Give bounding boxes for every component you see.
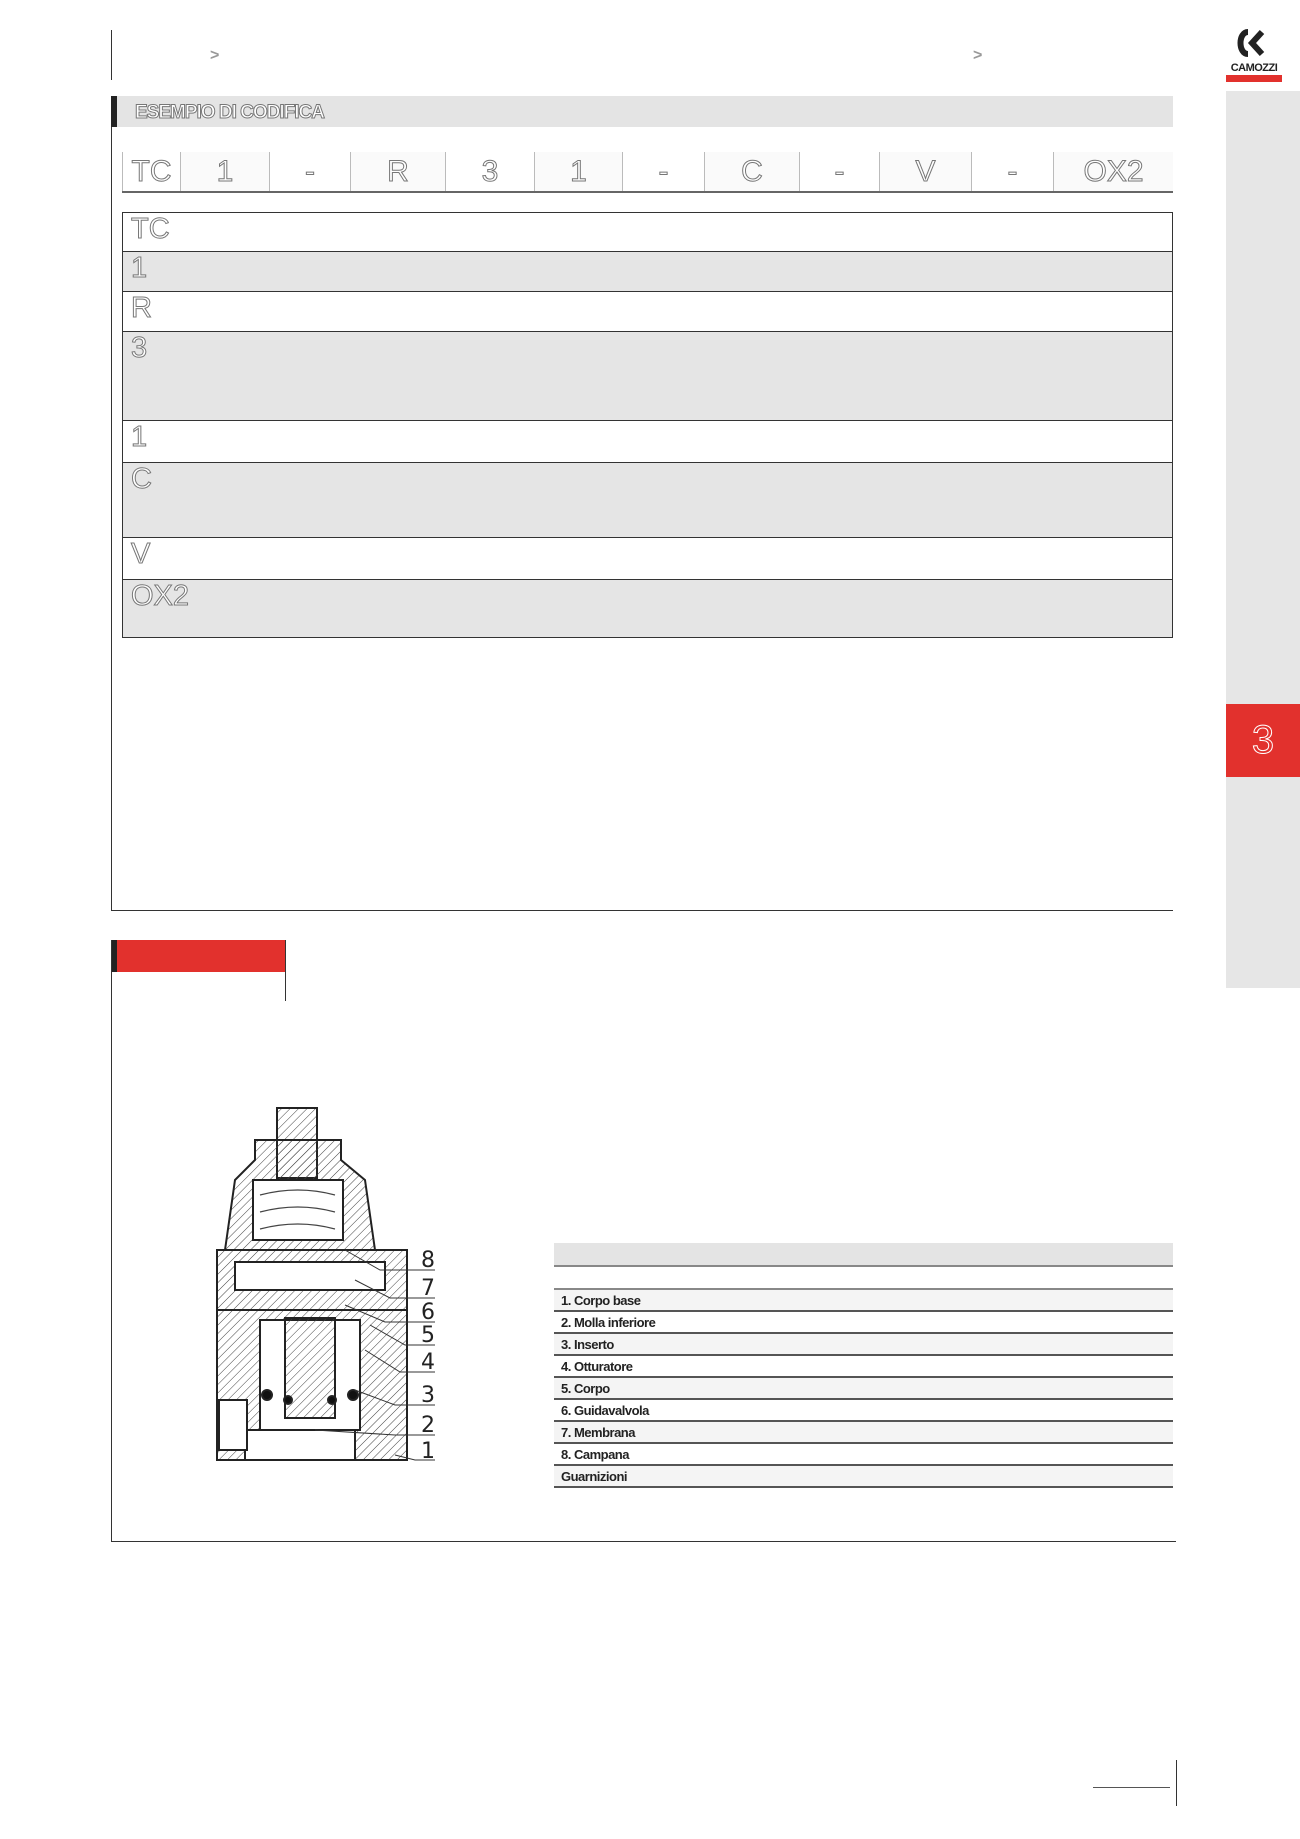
part-label: 5 [421,1323,435,1348]
code-segment: - [799,152,879,191]
coding-row: 1 [123,252,1172,292]
code-segment: TC [122,152,180,191]
breadcrumb-separator: > [210,47,220,64]
parts-table-subheader [554,1267,1173,1290]
coding-table [122,212,1173,638]
section-border [111,940,112,1541]
code-segment: OX2 [1053,152,1173,191]
coding-row: 3 [123,332,1172,421]
code-segment: 1 [534,152,622,191]
coding-row: V [123,538,1172,580]
code-segment: - [269,152,350,191]
parts-row: 4. Otturatore [554,1356,1173,1378]
parts-row: 5. Corpo [554,1378,1173,1400]
chapter-tab-3[interactable]: 3 [1226,704,1300,777]
parts-row: 1. Corpo base [554,1290,1173,1312]
code-segment: - [622,152,704,191]
parts-table-header [554,1243,1173,1267]
coding-row: 1 [123,421,1172,463]
breadcrumb-separator: > [973,47,983,64]
parts-row: 6. Guidavalvola [554,1400,1173,1422]
parts-row: 7. Membrana [554,1422,1173,1444]
part-label: 1 [421,1439,435,1464]
camozzi-logo: CAMOZZI [1226,29,1282,75]
coding-row: R [123,292,1172,332]
part-label: 2 [421,1413,435,1438]
parts-row: Guarnizioni [554,1466,1173,1488]
section-title: ESEMPIO DI CODIFICA [135,102,324,123]
chapter-sidebar [1226,91,1300,988]
divider [111,30,112,80]
part-label: 4 [421,1350,435,1375]
code-segment: 1 [180,152,269,191]
section-border [111,910,1173,911]
code-segment: C [704,152,799,191]
code-segment: - [971,152,1053,191]
section-header-coding [111,96,1173,127]
code-example [122,152,1173,193]
parts-row: 2. Molla inferiore [554,1312,1173,1334]
code-segment: V [879,152,971,191]
section-border [111,96,112,910]
part-label: 7 [421,1276,435,1301]
part-label: 3 [421,1383,435,1408]
coding-row: C [123,463,1172,538]
section-header-construction [111,940,285,972]
part-label: 6 [421,1300,435,1325]
parts-list [554,1290,1173,1488]
code-segment: R [350,152,445,191]
parts-row: 8. Campana [554,1444,1173,1466]
section-border [111,1541,1176,1542]
coding-row: OX2 [123,580,1172,637]
code-segment: 3 [445,152,534,191]
parts-row: 3. Inserto [554,1334,1173,1356]
valve-cross-section-diagram [205,1100,450,1480]
parts-table [554,1243,1173,1488]
footer-line [1093,1787,1170,1788]
footer-divider [1176,1760,1177,1806]
part-label: 8 [421,1248,435,1273]
coding-row: TC [123,213,1172,252]
section-border [285,940,286,1001]
